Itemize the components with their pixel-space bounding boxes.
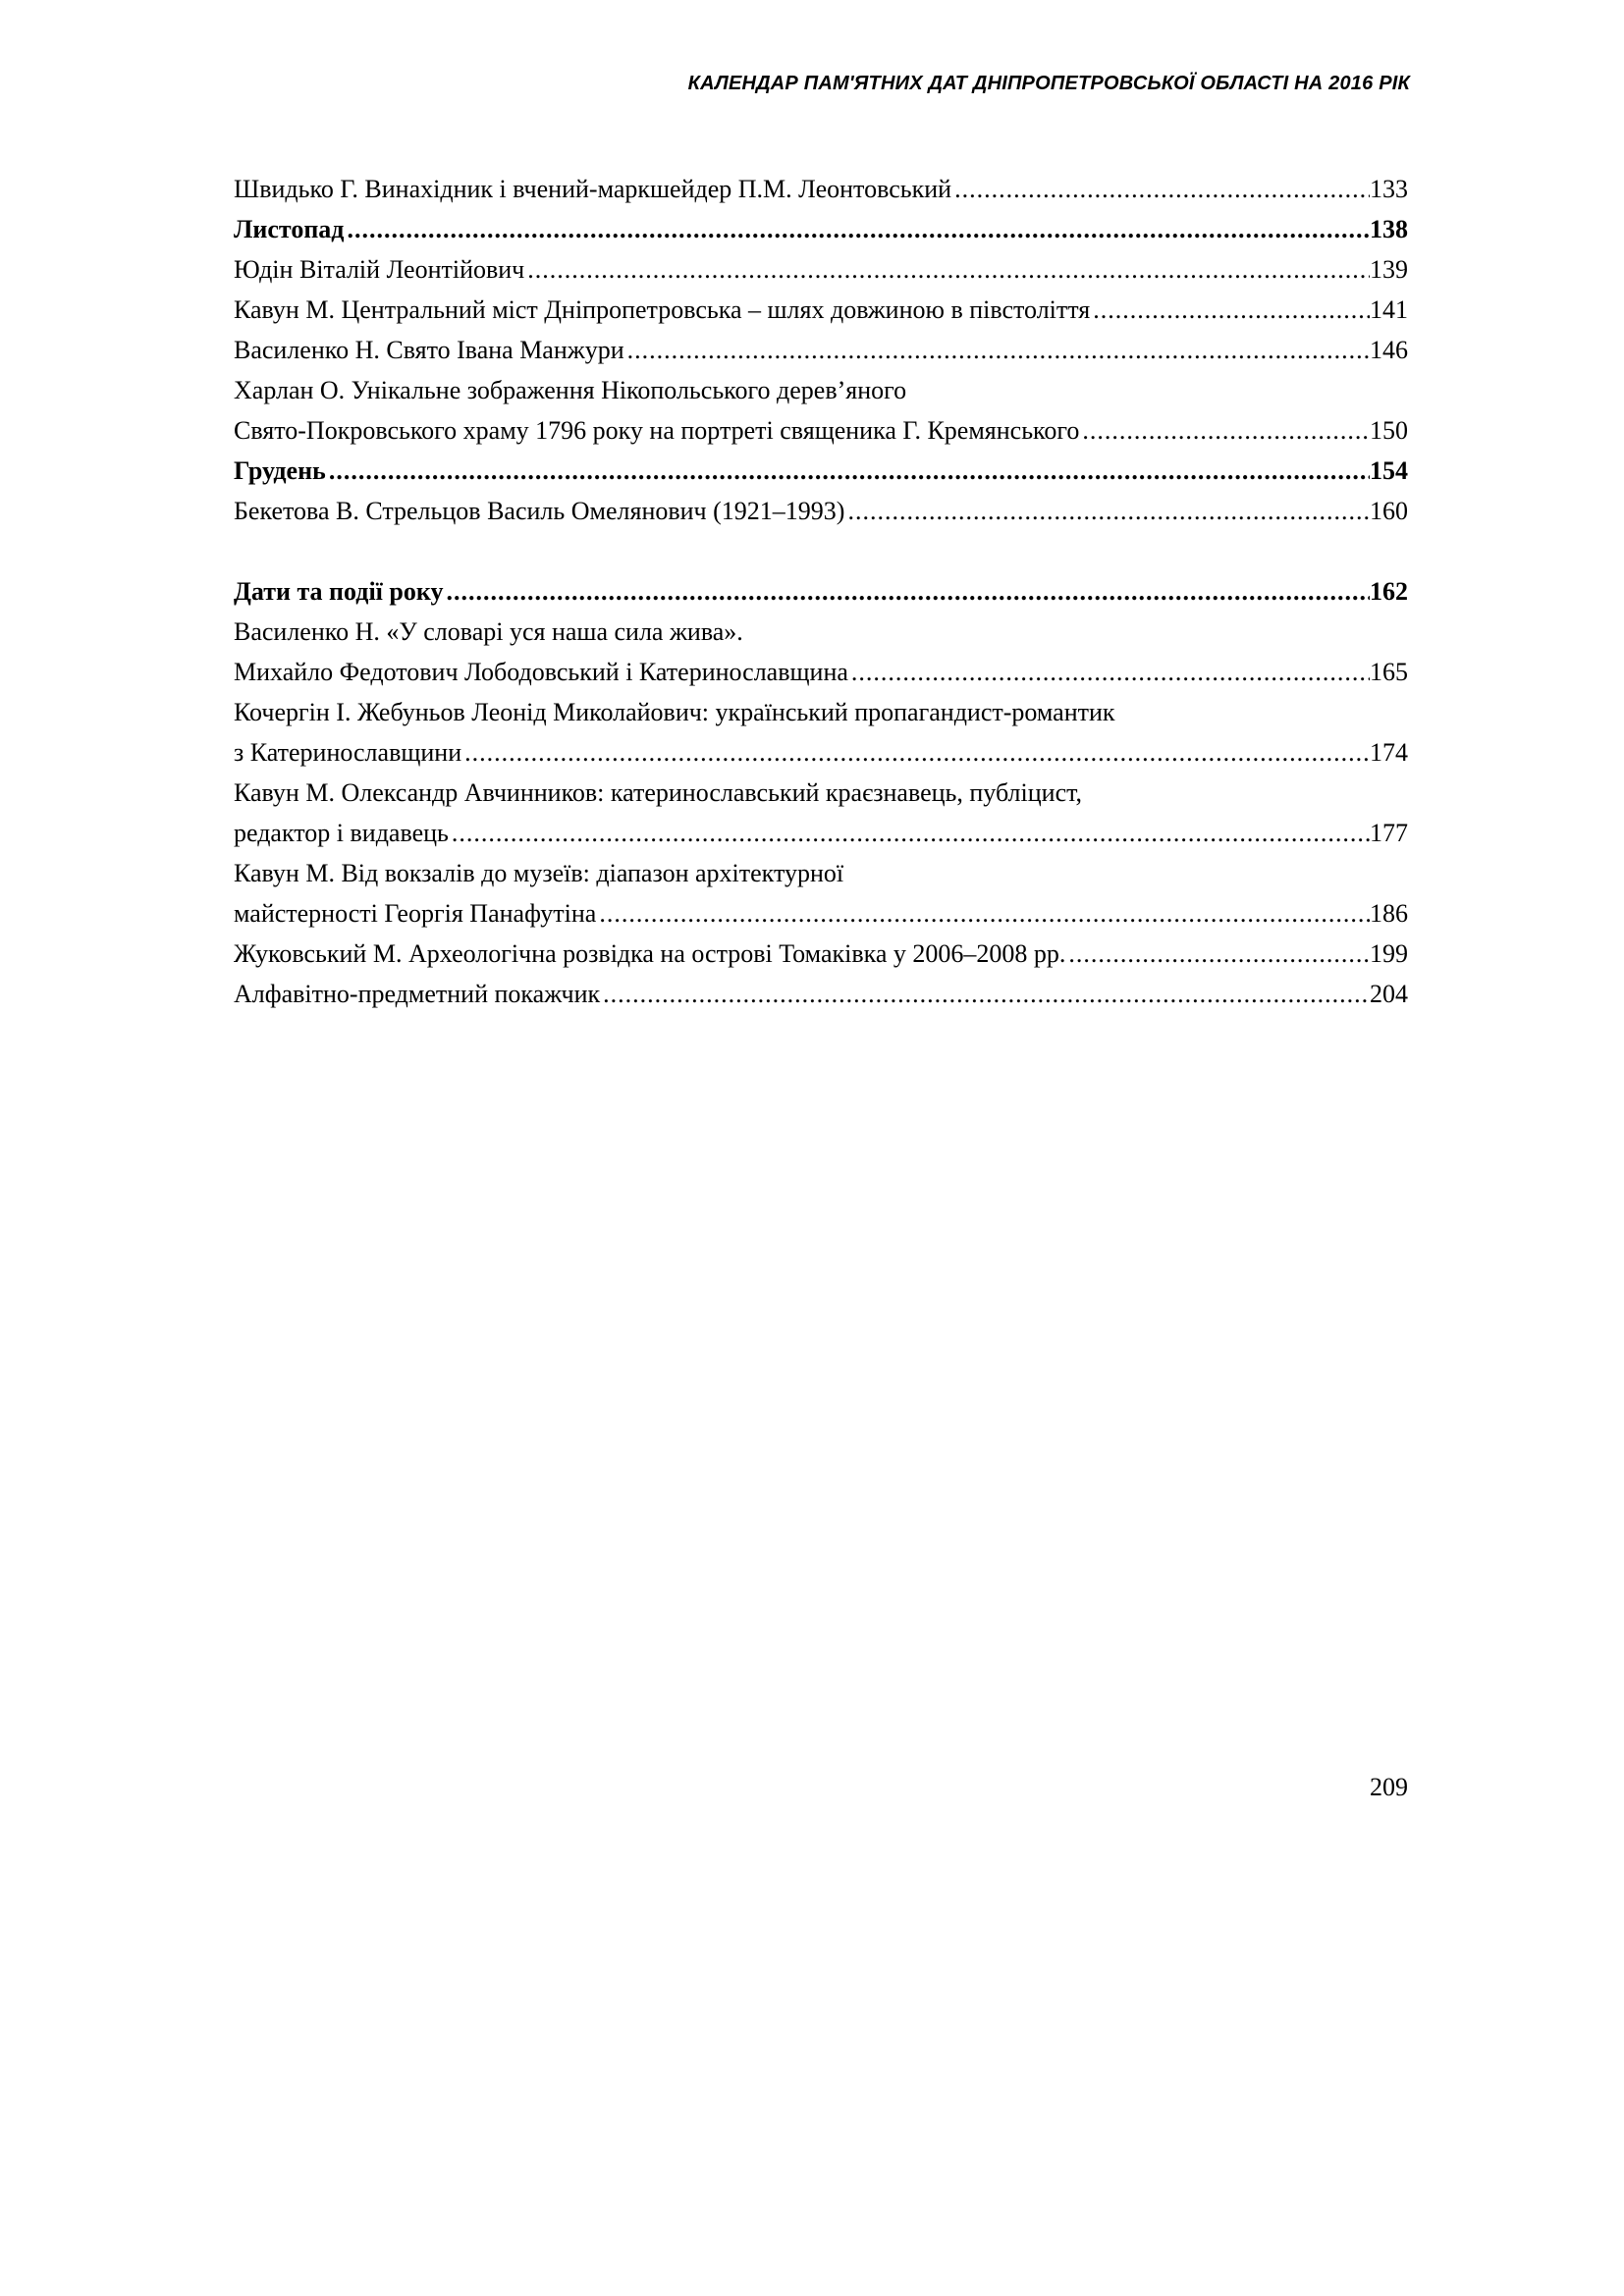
toc-entry	[234, 330, 1408, 370]
toc-dot-leader	[1090, 290, 1370, 330]
toc-entry	[234, 773, 1408, 813]
toc-dot-leader	[1065, 934, 1370, 974]
toc-dot-leader	[596, 893, 1370, 934]
toc-entry-title: Юдін Віталій Леонтійович	[234, 255, 525, 284]
toc-entry-page: 199	[1370, 939, 1408, 968]
toc-entry-page: 146	[1370, 336, 1408, 364]
toc-entry-title: Жуковський М. Археологічна розвідка на острові Томаківка у 2006–2008 рр.	[234, 939, 1066, 968]
toc-entry	[234, 410, 1408, 451]
toc-entry-title: Харлан О. Унікальне зображення Нікопольського дерев’яного	[234, 376, 907, 404]
toc-entry	[234, 893, 1408, 934]
toc-dot-leader	[951, 169, 1370, 209]
table-of-contents	[234, 169, 1408, 1014]
toc-dot-leader	[326, 451, 1370, 491]
toc-entry-page: 174	[1370, 738, 1408, 767]
toc-entry	[234, 813, 1408, 853]
toc-entry-title: Алфавітно-предметний покажчик	[234, 980, 601, 1008]
toc-entry-page: 154	[1370, 456, 1408, 485]
page-number: 209	[1370, 1773, 1408, 1801]
toc-section-heading	[234, 451, 1408, 491]
toc-entry-title: з Катеринославщини	[234, 738, 462, 767]
toc-dot-leader	[600, 974, 1370, 1014]
toc-dot-leader	[848, 652, 1370, 692]
toc-entry	[234, 370, 1408, 410]
toc-entry-page: 177	[1370, 819, 1408, 847]
toc-entry	[234, 612, 1408, 652]
toc-entry	[234, 169, 1408, 209]
toc-dot-leader	[624, 330, 1370, 370]
toc-entry	[234, 853, 1408, 893]
toc-entry-title: Дати та події року	[234, 577, 444, 606]
toc-dot-leader	[461, 732, 1370, 773]
toc-entry	[234, 732, 1408, 773]
toc-dot-leader	[524, 249, 1370, 290]
toc-entry-page: 133	[1370, 175, 1408, 203]
toc-entry-title: Свято-Покровського храму 1796 року на портреті священика Г. Кремянського	[234, 416, 1080, 445]
toc-entry	[234, 934, 1408, 974]
toc-entry-title: Кавун М. Від вокзалів до музеїв: діапазон архітектурної	[234, 859, 844, 887]
toc-entry-page: 160	[1370, 497, 1408, 525]
toc-entry-title: Василенко Н. «У словарі уся наша сила жива».	[234, 617, 743, 646]
toc-section-heading	[234, 209, 1408, 249]
toc-entry-title: редактор і видавець	[234, 819, 449, 847]
toc-entry	[234, 652, 1408, 692]
toc-entry-page: 141	[1370, 295, 1408, 324]
running-header: КАЛЕНДАР ПАМ'ЯТНИХ ДАТ ДНІПРОПЕТРОВСЬКОЇ ОБЛАСТІ НА 2016 РІК	[687, 73, 1410, 94]
toc-entry-title: Кавун М. Олександр Авчинников: катеринославський краєзнавець, публіцист,	[234, 778, 1083, 807]
toc-entry-title: Швидько Г. Винахідник і вчений-маркшейдер П.М. Леонтовський	[234, 175, 952, 203]
toc-dot-leader	[449, 813, 1370, 853]
toc-dot-leader	[1079, 410, 1370, 451]
toc-entry-title: Кавун М. Центральний міст Дніпропетровська – шлях довжиною в півстоліття	[234, 295, 1091, 324]
toc-entry-title: Михайло Федотович Лободовський і Катеринославщина	[234, 658, 848, 686]
toc-entry-title: Василенко Н. Свято Івана Манжури	[234, 336, 624, 364]
toc-dot-leader	[844, 491, 1370, 531]
toc-entry	[234, 290, 1408, 330]
toc-entry-title: Грудень	[234, 456, 326, 485]
toc-entry-page: 150	[1370, 416, 1408, 445]
toc-dot-leader	[443, 571, 1370, 612]
toc-entry-title: Бекетова В. Стрельцов Василь Омелянович (1921–1993)	[234, 497, 845, 525]
toc-entry-page: 139	[1370, 255, 1408, 284]
toc-entry	[234, 249, 1408, 290]
toc-entry	[234, 692, 1408, 732]
toc-entry-page: 138	[1370, 215, 1408, 243]
toc-dot-leader	[344, 209, 1370, 249]
toc-entry-page: 204	[1370, 980, 1408, 1008]
toc-entry-title: Кочергін І. Жебуньов Леонід Миколайович: український пропагандист-романтик	[234, 698, 1115, 726]
toc-entry	[234, 491, 1408, 531]
toc-entry-title: майстерності Георгія Панафутіна	[234, 899, 597, 928]
toc-entry-page: 186	[1370, 899, 1408, 928]
toc-entry-page: 165	[1370, 658, 1408, 686]
toc-section-heading	[234, 571, 1408, 612]
toc-entry-page: 162	[1370, 577, 1408, 606]
toc-entry	[234, 974, 1408, 1014]
toc-entry-title: Листопад	[234, 215, 345, 243]
